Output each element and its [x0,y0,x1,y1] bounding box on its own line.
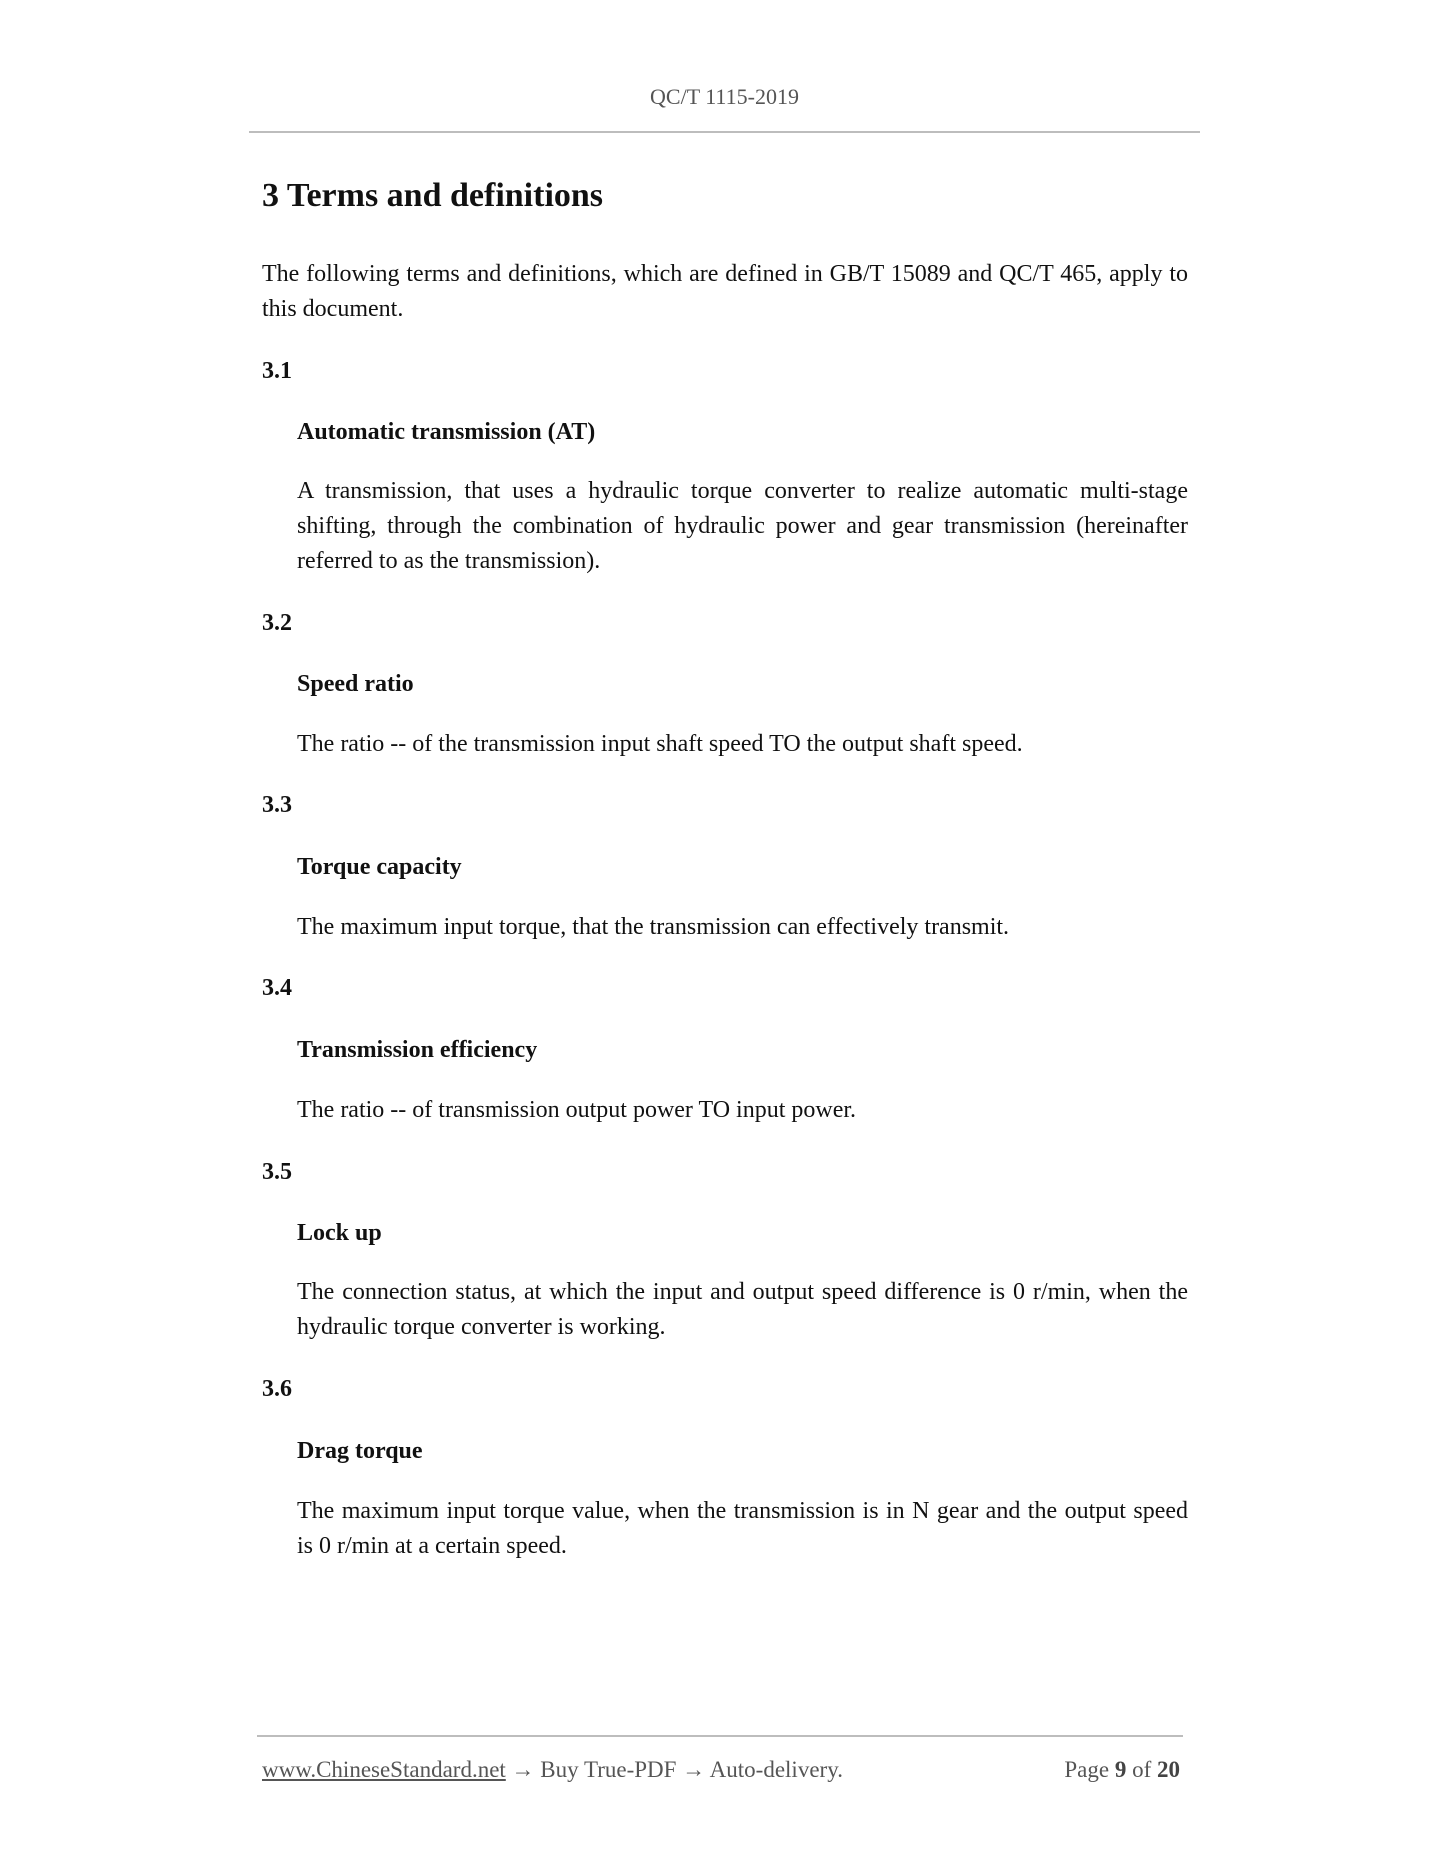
buy-true-pdf-text: Buy True-PDF [540,1757,677,1782]
section-intro: The following terms and definitions, which are defined in GB/T 15089 and QC/T 465, apply to this document. [262,261,1188,322]
arrow-right-icon: → [511,1757,535,1782]
footer-links [262,1755,843,1785]
term-definition-3-3: The maximum input torque, that the transmission can effectively transmit. [297,914,1010,940]
term-definition-3-1: A transmission, that uses a hydraulic torque converter to realize automatic multi-stage shifting, through the combination of hydraulic power and gear transmission (hereinafter referred to as the transmission). [297,478,1188,574]
page-counter [1064,1755,1180,1785]
term-name-3-5: Lock up [297,1220,382,1246]
term-definition-3-2: The ratio -- of the transmission input shaft speed TO the output shaft speed. [297,731,1023,757]
term-number-3-6: 3.6 [262,1376,292,1402]
term-number-3-1: 3.1 [262,358,292,384]
footer-divider [257,1735,1183,1737]
term-name-3-3: Torque capacity [297,854,462,880]
page-current: 9 [1114,1757,1127,1782]
header-divider [249,131,1200,133]
of-label: of [1132,1757,1152,1782]
term-definition-3-4: The ratio -- of transmission output power TO input power. [297,1097,857,1123]
term-name-3-6: Drag torque [297,1438,423,1464]
term-name-3-2: Speed ratio [297,671,414,697]
section-title: 3 Terms and definitions [262,177,604,214]
term-number-3-4: 3.4 [262,975,292,1001]
page-label: Page [1064,1757,1110,1782]
term-definition-3-5: The connection status, at which the input and output speed difference is 0 r/min, when the hydraulic torque converter is working. [297,1279,1188,1340]
auto-delivery-text: Auto-delivery. [709,1757,843,1782]
term-number-3-2: 3.2 [262,610,292,636]
chinesestandard-link[interactable]: www.ChineseStandard.net [262,1757,506,1782]
running-header: QC/T 1115-2019 [650,84,799,109]
term-name-3-4: Transmission efficiency [297,1037,538,1063]
term-name-3-1: Automatic transmission (AT) [297,419,596,445]
page-total: 20 [1157,1757,1180,1782]
arrow-right-icon: → [682,1757,706,1782]
term-number-3-3: 3.3 [262,792,292,818]
term-definition-3-6: The maximum input torque value, when the transmission is in N gear and the output speed is 0 r/min at a certain speed. [297,1498,1188,1559]
term-number-3-5: 3.5 [262,1159,292,1185]
